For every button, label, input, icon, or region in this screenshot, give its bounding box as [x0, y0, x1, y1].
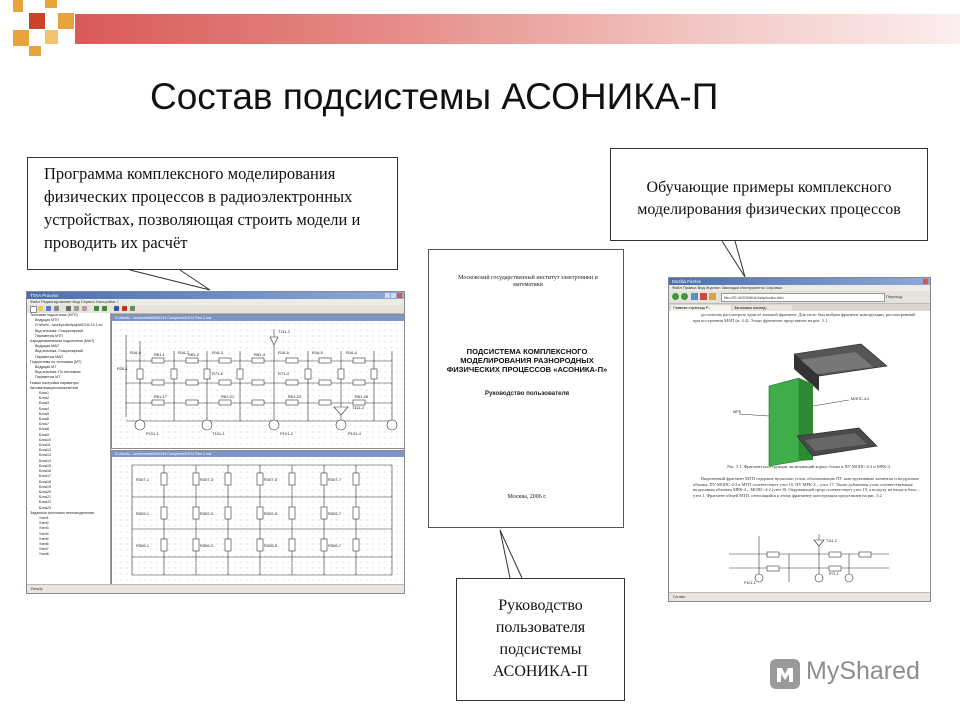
tree-item[interactable]: Параметры МТ: [35, 375, 61, 380]
svg-text:R61-26: R61-26: [355, 394, 369, 399]
svg-text:T111-2: T111-2: [826, 539, 837, 543]
tree-item[interactable]: Новые настройки параметры: [30, 380, 79, 385]
window-close-icon[interactable]: [397, 293, 402, 298]
tree-item[interactable]: Блок22: [39, 500, 52, 505]
slide-title: Состав подсистемы АСОНИКА-П: [150, 76, 719, 117]
schematic-1-drawing: [112, 321, 405, 448]
project-tree[interactable]: [27, 313, 111, 585]
svg-text:T101-1: T101-1: [212, 431, 225, 436]
tree-item[interactable]: Ведущая МТ: [35, 365, 57, 370]
fragment-circuit-figure: [689, 530, 919, 586]
tree-item[interactable]: Ведущая МТП: [35, 318, 59, 323]
fragment-3d-figure: [709, 336, 909, 466]
paste-icon[interactable]: [82, 306, 87, 311]
svg-text:R306-1: R306-1: [136, 543, 150, 548]
svg-text:P101-4: P101-4: [348, 431, 361, 436]
help-paragraph-2: Выделенный фрагмент МТП содержит несколько узлов, обозначающих ПУ, конструктивные элементы и воздушные объемы. ПУ МОПС-4-2 в МТП соответствует узел 16, ПУ МРК-4 – узел 17. Также добавлены узлы соответствующие воздушным объемам МРК-4 – МОПС-4-2 (узел 8). Окружающей среде соответствует узел 19, а воздуху на входе в блок – узел 1. Фрагмент общей МТП, относящийся к этому фрагменту конструкции представлен на рис. 5.2: [693, 476, 920, 498]
firefox-menubar[interactable]: Файл Правка Вид Журнал Закладки Инструменты Справка: [669, 285, 930, 291]
forward-arrow-icon[interactable]: [681, 293, 688, 300]
svg-text:P101-2: P101-2: [280, 431, 293, 436]
figure-caption: Рис. 5.1. Фрагмент конструкции, включающий корпус блока и ПУ МОПС-4-2 и МРК-4: [727, 464, 890, 469]
svg-text:R61-4: R61-4: [254, 352, 265, 357]
svg-text:R302-3: R302-3: [200, 511, 214, 516]
tree-item[interactable]: Блок21: [39, 495, 52, 500]
tree-item[interactable]: D:\Work\...\work\pu\tbd\pdp\MCH4.14.1.cb: [35, 323, 103, 328]
open-folder-icon[interactable]: [38, 306, 43, 311]
manual-title: ПОДСИСТЕМА КОМПЛЕКСНОГО МОДЕЛИРОВАНИЯ РАЗНОРОДНЫХ ФИЗИЧЕСКИХ ПРОЦЕССОВ «АСОНИКА-П»: [446, 347, 608, 374]
cut-icon[interactable]: [66, 306, 71, 311]
svg-text:R306-7: R306-7: [328, 543, 342, 548]
schematic-2-title: D:\Work\...\work\mk\tbd\MCH4 Complex\MCH4 Res 2.rds: [112, 451, 405, 457]
manual-subtitle: Руководство пользователя: [484, 390, 570, 397]
tree-item[interactable]: Блок13: [39, 453, 52, 458]
program-title-bar: [27, 292, 404, 299]
tree-item[interactable]: Блок6: [39, 417, 50, 422]
tree-item[interactable]: Блок19: [39, 484, 52, 489]
tree-item[interactable]: Узел4: [39, 531, 49, 536]
myshared-logo-icon: [768, 657, 802, 691]
tree-item[interactable]: Блок15: [39, 463, 52, 468]
go-button[interactable]: Переход: [886, 294, 902, 299]
tree-item[interactable]: Блок12: [39, 448, 52, 453]
run-icon[interactable]: [114, 306, 119, 311]
svg-text:R16-5: R16-5: [312, 350, 323, 355]
new-file-icon[interactable]: [30, 306, 37, 313]
tree-item[interactable]: Блок20: [39, 489, 52, 494]
tree-item[interactable]: Вид анализа: По тепловым: [35, 370, 81, 375]
window-minimize-icon[interactable]: [385, 293, 390, 298]
tree-item[interactable]: Блок7: [39, 422, 50, 427]
svg-text:R71-4: R71-4: [278, 371, 289, 376]
firefox-close-icon[interactable]: [923, 279, 928, 284]
tree-item[interactable]: Аэродинамическая подсистема (МАП): [30, 339, 95, 344]
tree-item[interactable]: Блок17: [39, 474, 52, 479]
callout-manual: Руководство пользователя подсистемы АСОНИКА-П: [456, 578, 625, 701]
tree-item[interactable]: Узел3: [39, 526, 49, 531]
watermark-text: MyShared: [806, 657, 920, 685]
redo-icon[interactable]: [102, 306, 107, 311]
tree-item[interactable]: Блок18: [39, 479, 52, 484]
svg-text:R307-7: R307-7: [328, 477, 342, 482]
svg-text:R61-17: R61-17: [154, 394, 168, 399]
tree-item[interactable]: Параметры МТП: [35, 333, 63, 338]
schematic-2-drawing: [112, 457, 405, 585]
print-icon[interactable]: [54, 306, 59, 311]
callout-examples: Обучающие примеры комплексного моделирования физических процессов: [610, 148, 928, 241]
tree-item[interactable]: Блок8: [39, 427, 50, 432]
schematic-1-title: D:\Work\...\work\mk\tbd\MCH4 Complex\MCH4 Res 1.rds: [112, 315, 405, 321]
back-arrow-icon[interactable]: [672, 293, 679, 300]
reload-icon[interactable]: [691, 293, 698, 300]
undo-icon[interactable]: [94, 306, 99, 311]
tree-item[interactable]: Узел7: [39, 547, 49, 552]
tree-item[interactable]: Блок2: [39, 396, 50, 401]
firefox-tabbar: [669, 304, 930, 311]
tree-item[interactable]: Узел6: [39, 541, 49, 546]
tree-item[interactable]: Блок5: [39, 411, 50, 416]
firefox-title-bar: [669, 278, 930, 285]
svg-text:R16-3: R16-3: [212, 350, 223, 355]
svg-text:P101-1: P101-1: [744, 581, 756, 585]
tree-item[interactable]: Блок4: [39, 406, 50, 411]
program-statusbar: Ready: [27, 584, 404, 593]
home-icon[interactable]: [709, 293, 716, 300]
zoom-icon[interactable]: [130, 306, 135, 311]
svg-text:R16-7: R16-7: [178, 350, 189, 355]
program-menubar[interactable]: Файл Редактирование Вид Сервис Настройки ?: [27, 299, 404, 305]
firefox-title: Mozilla Firefox: [672, 279, 702, 284]
svg-text:R61-1: R61-1: [154, 352, 165, 357]
tree-item[interactable]: Вид анализа: Стационарный: [35, 349, 84, 354]
tree-item[interactable]: Вид анализа: Стационарный: [35, 328, 84, 333]
tree-item[interactable]: Автоматизация компонентов: [30, 385, 79, 390]
tree-item[interactable]: Блок16: [39, 469, 52, 474]
program-title: TTAA Process: [30, 293, 59, 298]
stop-icon[interactable]: [122, 306, 127, 311]
copy-icon[interactable]: [74, 306, 79, 311]
svg-text:R26-1: R26-1: [117, 366, 128, 371]
tree-item[interactable]: Параметры МАП: [35, 354, 64, 359]
svg-text:R61-23: R61-23: [288, 394, 302, 399]
tree-item[interactable]: Узел8: [39, 552, 49, 557]
svg-text:R61-21: R61-21: [221, 394, 235, 399]
address-bar[interactable]: file:///D:/ASONIKA/help/index.htm: [721, 293, 885, 302]
svg-text:R16-6: R16-6: [278, 350, 289, 355]
tree-item[interactable]: Тепловая подсистема (МТП): [30, 313, 78, 317]
tree-item[interactable]: Блок1: [39, 391, 50, 396]
tree-item[interactable]: Узел5: [39, 536, 49, 541]
tree-item[interactable]: Блок9: [39, 432, 50, 437]
tab-1[interactable]: Главная страница Р...: [671, 305, 731, 311]
svg-text:R306-3: R306-3: [200, 543, 214, 548]
svg-text:R302-1: R302-1: [136, 511, 150, 516]
svg-text:R306-5: R306-5: [264, 543, 278, 548]
tree-item[interactable]: Заданные источники тепловыделения: [30, 510, 94, 515]
tree-item[interactable]: Блок23: [39, 505, 52, 510]
svg-text:R307-3: R307-3: [200, 477, 214, 482]
svg-text:R71-1: R71-1: [829, 572, 839, 576]
schematic-window-2[interactable]: [111, 450, 405, 586]
save-icon[interactable]: [46, 306, 51, 311]
manual-city-year: Москва, 2006 г.: [507, 494, 547, 500]
firefox-navbar: [669, 291, 930, 304]
tree-item[interactable]: Узел2: [39, 521, 49, 526]
tree-item[interactable]: Узел1: [39, 515, 49, 520]
window-maximize-icon[interactable]: [391, 293, 396, 298]
svg-text:R307-5: R307-5: [264, 477, 278, 482]
tree-item[interactable]: Блок3: [39, 401, 50, 406]
tree-item[interactable]: Блок14: [39, 458, 52, 463]
tab-2[interactable]: Заголовок послед...: [732, 305, 792, 311]
tree-item[interactable]: Блок11: [39, 443, 51, 448]
svg-text:R16-4: R16-4: [346, 350, 357, 355]
help-paragraph-1: достаточно рассмотреть один её типовой фрагмент. Для этого был выбран фрагмент конструкции, рассмотренный при построении МАП (п. 4.4). Эскиз фрагмента представлен на рис. 5.1.: [693, 312, 915, 323]
stop-icon[interactable]: [700, 293, 707, 300]
firefox-window: [668, 277, 931, 602]
svg-text:P101-1: P101-1: [146, 431, 159, 436]
svg-text:МРК: МРК: [733, 410, 741, 414]
svg-text:МОПС-4-2: МОПС-4-2: [851, 397, 870, 401]
tree-item[interactable]: Подсистема по тепловым (МТ): [30, 359, 82, 364]
svg-text:R302-7: R302-7: [328, 511, 342, 516]
schematic-window-1[interactable]: [111, 314, 405, 449]
tree-item[interactable]: Блок10: [39, 437, 52, 442]
svg-text:R71-6: R71-6: [212, 371, 223, 376]
svg-text:R307-1: R307-1: [136, 477, 150, 482]
svg-text:R61-2: R61-2: [188, 352, 199, 357]
firefox-statusbar: Готово: [669, 592, 930, 601]
svg-text:R16-9: R16-9: [130, 350, 141, 355]
svg-text:T111-2: T111-2: [352, 405, 365, 410]
tree-item[interactable]: Ведущая МАП: [35, 344, 60, 349]
manual-document: [428, 249, 624, 528]
callout-program: Программа комплексного моделирования физических процессов в радиоэлектронных устройствах, позволяющая строить модели и проводить их расчёт: [27, 157, 398, 270]
svg-text:T111-1: T111-1: [278, 329, 291, 334]
manual-organization: Московский государственный институт электроники и математики: [458, 275, 598, 288]
program-window: [26, 291, 405, 594]
svg-text:R302-5: R302-5: [264, 511, 278, 516]
